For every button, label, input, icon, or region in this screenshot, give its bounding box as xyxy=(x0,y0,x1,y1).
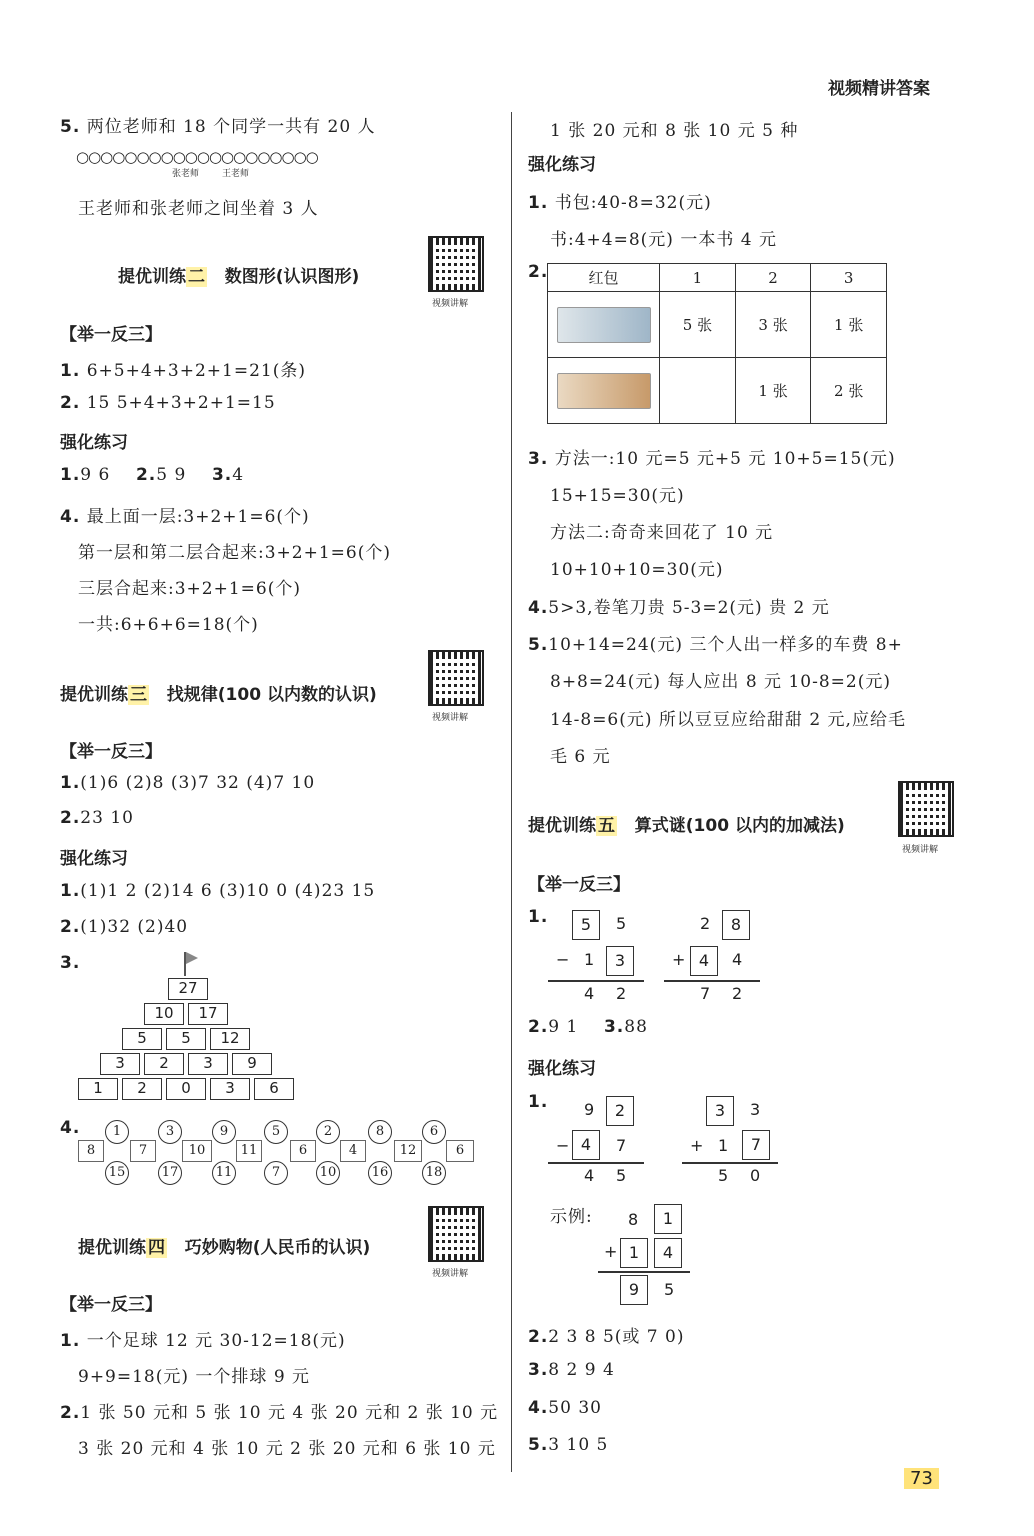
r-q5a: 5.10+14=24(元) 三个人出一样多的车费 8+ xyxy=(528,635,903,655)
puzzle-box: 4 xyxy=(572,1130,600,1160)
puzzle-box: 8 xyxy=(722,910,750,940)
r-s1-label: 1. xyxy=(528,1092,549,1112)
chain-top: 5 xyxy=(264,1120,288,1144)
r-j3: 88 xyxy=(624,1017,648,1037)
r-q3d: 10+10+10=30(元) xyxy=(550,560,724,580)
section-5-title xyxy=(528,811,845,836)
puzzle-digit: 2 xyxy=(616,984,627,1003)
s2-q3: 4 xyxy=(232,465,245,485)
pyramid-cell: 3 xyxy=(188,1053,228,1075)
table-cell: 3 张 xyxy=(735,292,811,358)
table-cell xyxy=(660,358,736,424)
header-title: 视频精讲答案 xyxy=(828,79,930,99)
puzzle-box: 7 xyxy=(742,1130,770,1160)
qr-code-icon[interactable] xyxy=(428,236,484,292)
qr-code-icon[interactable] xyxy=(898,781,954,837)
puzzle-box: 5 xyxy=(572,910,600,940)
chain-top: 2 xyxy=(316,1120,340,1144)
minus-sign: − xyxy=(556,1136,570,1155)
r-j1-label: 1. xyxy=(528,907,549,927)
table-head: 红包 xyxy=(548,264,660,292)
pyramid-cell: 5 xyxy=(166,1028,206,1050)
r-q1a: 1. 书包:40-8=32(元) xyxy=(528,193,712,213)
s3-q4-label: 4. xyxy=(60,1118,81,1138)
qr-caption: 视频讲解 xyxy=(432,1269,469,1279)
chain-mid: 10 xyxy=(182,1140,212,1162)
r-s2: 2.2 3 8 5(或 7 0) xyxy=(528,1327,685,1347)
puzzle-digit: 7 xyxy=(616,1136,627,1155)
sec3-num: 三 xyxy=(130,685,147,705)
section-3-title xyxy=(60,680,377,705)
page-number: 73 xyxy=(904,1468,939,1489)
chain-bot: 16 xyxy=(368,1161,392,1185)
puzzle-digit: 5 xyxy=(718,1166,729,1185)
s3-q2-text: (1)32 (2)40 xyxy=(80,917,189,937)
s3-l2-text: 23 10 xyxy=(80,808,134,828)
sum-line xyxy=(664,980,760,982)
puzzle-box: 3 xyxy=(706,1096,734,1126)
sec5-title: 算式谜(100 以内的加减法) xyxy=(634,816,845,836)
puzzle-digit: 8 xyxy=(628,1210,639,1229)
puzzle-box: 9 xyxy=(620,1275,648,1305)
s2-q4a: 4. 最上面一层:3+2+1=6(个) xyxy=(60,507,310,527)
juyi-label: 【举一反三】 xyxy=(60,742,162,762)
r-q4: 4.5>3,卷笔刀贵 5-3=2(元) 贵 2 元 xyxy=(528,598,830,618)
juyi-label: 【举一反三】 xyxy=(60,325,162,345)
qr-caption: 视频讲解 xyxy=(902,845,939,855)
chain-mid: 8 xyxy=(78,1140,104,1162)
q5: 5. 两位老师和 18 个同学一共有 20 人 xyxy=(60,117,376,137)
table-cell: 5 张 xyxy=(660,292,736,358)
s3-q3-label: 3. xyxy=(60,953,81,973)
chain-bot: 18 xyxy=(422,1161,446,1185)
qianghua-label: 强化练习 xyxy=(528,155,596,175)
banknote-20-icon xyxy=(548,358,660,424)
s2-q2: 5 9 xyxy=(156,465,187,485)
s4-l2a-text: 1 张 50 元和 5 张 10 元 4 张 20 元和 2 张 10 元 xyxy=(80,1403,499,1423)
qr-caption: 视频讲解 xyxy=(432,299,469,309)
s2-q1: 9 6 xyxy=(80,465,111,485)
puzzle-box: 4 xyxy=(690,946,718,976)
puzzle-box: 3 xyxy=(606,946,634,976)
minus-sign: − xyxy=(556,950,570,969)
sec2-title: 数图形(认识图形) xyxy=(224,267,360,287)
r-q3a-text: 方法一:10 元=5 元+5 元 10+5=15(元) xyxy=(554,449,896,469)
qianghua-label: 强化练习 xyxy=(528,1059,596,1079)
qr-code-icon[interactable] xyxy=(428,650,484,706)
puzzle-digit: 1 xyxy=(718,1136,729,1155)
s2-l2-text: 15 5+4+3+2+1=15 xyxy=(86,393,276,413)
chain-mid: 7 xyxy=(130,1140,156,1162)
s3-q2: 2.(1)32 (2)40 xyxy=(60,917,189,937)
r-q5d: 毛 6 元 xyxy=(550,747,611,767)
pyramid-cell: 5 xyxy=(122,1028,162,1050)
r-s3-text: 8 2 9 4 xyxy=(548,1360,615,1380)
puzzle-digit: 2 xyxy=(732,984,743,1003)
r-s3: 3.8 2 9 4 xyxy=(528,1360,615,1380)
sec5-num: 五 xyxy=(598,816,615,836)
s2-q4d: 一共:6+6+6=18(个) xyxy=(78,615,259,635)
table-cell: 1 张 xyxy=(811,292,887,358)
r-q2-label: 2. xyxy=(528,262,549,282)
chain-bot: 15 xyxy=(105,1161,129,1185)
pyramid-cell: 2 xyxy=(122,1078,162,1100)
sum-line xyxy=(548,980,644,982)
chain-top: 3 xyxy=(158,1120,182,1144)
puzzle-digit: 4 xyxy=(584,984,595,1003)
puzzle-box: 1 xyxy=(620,1238,648,1268)
label-teacher-wang: 王老师 xyxy=(222,169,250,179)
puzzle-digit: 3 xyxy=(750,1100,761,1119)
table-head: 2 xyxy=(735,264,811,292)
pyramid-cell: 3 xyxy=(100,1053,140,1075)
r-j23: 2.9 1 3.88 xyxy=(528,1017,648,1037)
chain-bot: 10 xyxy=(316,1161,340,1185)
r-q5a-text: 10+14=24(元) 三个人出一样多的车费 8+ xyxy=(548,635,903,655)
chain-mid: 6 xyxy=(446,1140,474,1162)
puzzle-digit: 5 xyxy=(616,914,627,933)
r-s5: 5.3 10 5 xyxy=(528,1435,609,1455)
table-cell: 2 张 xyxy=(811,358,887,424)
r-q1a-text: 书包:40-8=32(元) xyxy=(554,193,712,213)
s2-line2: 2. 15 5+4+3+2+1=15 xyxy=(60,393,276,413)
s2-l1-text: 6+5+4+3+2+1=21(条) xyxy=(86,361,306,381)
r-s5-text: 3 10 5 xyxy=(548,1435,609,1455)
puzzle-box: 2 xyxy=(606,1096,634,1126)
chain-top: 1 xyxy=(105,1120,129,1144)
pyramid-cell: 17 xyxy=(188,1003,228,1025)
banknote-10-icon xyxy=(548,292,660,358)
plus-sign: + xyxy=(690,1136,704,1155)
puzzle-digit: 4 xyxy=(732,950,743,969)
flag-icon xyxy=(186,952,198,964)
sum-line xyxy=(682,1162,778,1164)
s4-line1a: 1. 一个足球 12 元 30-12=18(元) xyxy=(60,1331,346,1351)
money-table xyxy=(547,263,887,424)
puzzle-box: 1 xyxy=(654,1204,682,1234)
table-cell: 1 张 xyxy=(735,358,811,424)
r-j2: 9 1 xyxy=(548,1017,579,1037)
chain-top: 9 xyxy=(212,1120,236,1144)
sec5-prefix: 提优训练 xyxy=(528,816,596,836)
r-s4-text: 50 30 xyxy=(548,1398,602,1418)
pyramid-cell: 1 xyxy=(78,1078,118,1100)
s4-line2b: 3 张 20 元和 4 张 10 元 2 张 20 元和 6 张 10 元 xyxy=(78,1439,496,1459)
puzzle-digit: 0 xyxy=(750,1166,761,1185)
s4-l1a-text: 一个足球 12 元 30-12=18(元) xyxy=(86,1331,346,1351)
puzzle-digit: 5 xyxy=(664,1280,675,1299)
section-4-title xyxy=(78,1233,370,1258)
pyramid-cell: 10 xyxy=(144,1003,184,1025)
puzzle-digit: 2 xyxy=(700,914,711,933)
q5-text: 两位老师和 18 个同学一共有 20 人 xyxy=(86,117,376,137)
s2-q4a-text: 最上面一层:3+2+1=6(个) xyxy=(86,507,310,527)
plus-sign: + xyxy=(672,950,686,969)
sum-line xyxy=(548,1162,644,1164)
r-s4: 4.50 30 xyxy=(528,1398,602,1418)
juyi-label: 【举一反三】 xyxy=(528,875,630,895)
s3-line2: 2.23 10 xyxy=(60,808,134,828)
s2-q4b: 第一层和第二层合起来:3+2+1=6(个) xyxy=(78,543,391,563)
s4-line2a: 2.1 张 50 元和 5 张 10 元 4 张 20 元和 2 张 10 元 xyxy=(60,1403,499,1423)
q5-circles: ○○○○○○○○○○○○○○○○○○○○ xyxy=(76,148,318,166)
puzzle-digit: 9 xyxy=(584,1100,595,1119)
sec3-title: 找规律(100 以内数的认识) xyxy=(166,685,377,705)
puzzle-digit: 5 xyxy=(616,1166,627,1185)
label-teacher-zhang: 张老师 xyxy=(172,169,200,179)
example-label: 示例: xyxy=(550,1207,593,1227)
sec4-title: 巧妙购物(人民币的认识) xyxy=(184,1238,371,1258)
sec2-prefix: 提优训练 xyxy=(118,267,186,287)
pyramid-cell: 6 xyxy=(254,1078,294,1100)
section-2-title xyxy=(118,262,359,287)
chain-mid: 12 xyxy=(394,1140,422,1162)
r-q5b: 8+8=24(元) 每人应出 8 元 10-8=2(元) xyxy=(550,672,891,692)
sec2-num: 二 xyxy=(188,267,205,287)
chain-bot: 17 xyxy=(158,1161,182,1185)
s3-line1: 1.(1)6 (2)8 (3)7 32 (4)7 10 xyxy=(60,773,316,793)
juyi-label: 【举一反三】 xyxy=(60,1295,162,1315)
chain-mid: 4 xyxy=(340,1140,366,1162)
sum-line xyxy=(598,1271,690,1273)
s3-l1-text: (1)6 (2)8 (3)7 32 (4)7 10 xyxy=(80,773,316,793)
chain-bot: 7 xyxy=(264,1161,288,1185)
column-divider xyxy=(511,112,512,1472)
pyramid-cell: 2 xyxy=(144,1053,184,1075)
r-q3c: 方法二:奇奇来回花了 10 元 xyxy=(550,523,774,543)
qr-caption: 视频讲解 xyxy=(432,713,469,723)
s2-q123: 1.9 6 2.5 9 3.4 xyxy=(60,465,245,485)
r-q3a: 3. 方法一:10 元=5 元+5 元 10+5=15(元) xyxy=(528,449,896,469)
chain-bot: 11 xyxy=(212,1161,236,1185)
table-head: 1 xyxy=(660,264,736,292)
r-q1b: 书:4+4=8(元) 一本书 4 元 xyxy=(550,230,777,250)
puzzle-box: 4 xyxy=(654,1238,682,1268)
s2-line1: 1. 6+5+4+3+2+1=21(条) xyxy=(60,361,306,381)
s4-line1b: 9+9=18(元) 一个排球 9 元 xyxy=(78,1367,311,1387)
chain-mid: 6 xyxy=(290,1140,316,1162)
sec4-num: 四 xyxy=(148,1238,165,1258)
pyramid-cell: 3 xyxy=(210,1078,250,1100)
pyramid-cell: 9 xyxy=(232,1053,272,1075)
table-head: 3 xyxy=(811,264,887,292)
pyramid-cell: 12 xyxy=(210,1028,250,1050)
puzzle-digit: 1 xyxy=(584,950,595,969)
r-s2-text: 2 3 8 5(或 7 0) xyxy=(548,1327,685,1347)
r-line0: 1 张 20 元和 8 张 10 元 5 种 xyxy=(550,121,799,141)
puzzle-digit: 7 xyxy=(700,984,711,1003)
chain-top: 6 xyxy=(422,1120,446,1144)
r-q5c: 14-8=6(元) 所以豆豆应给甜甜 2 元,应给毛 xyxy=(550,710,906,730)
r-q3b: 15+15=30(元) xyxy=(550,486,685,506)
chain-mid: 11 xyxy=(236,1140,262,1162)
q5-answer: 王老师和张老师之间坐着 3 人 xyxy=(78,199,319,219)
pyramid-cell: 27 xyxy=(168,978,208,1000)
qianghua-label: 强化练习 xyxy=(60,433,128,453)
pyramid-cell: 0 xyxy=(166,1078,206,1100)
s3-q1-text: (1)1 2 (2)14 6 (3)10 0 (4)23 15 xyxy=(80,881,376,901)
plus-sign: + xyxy=(604,1242,618,1261)
chain-top: 8 xyxy=(368,1120,392,1144)
sec3-prefix: 提优训练 xyxy=(60,685,128,705)
sec4-prefix: 提优训练 xyxy=(78,1238,146,1258)
s3-q1: 1.(1)1 2 (2)14 6 (3)10 0 (4)23 15 xyxy=(60,881,376,901)
qr-code-icon[interactable] xyxy=(428,1206,484,1262)
qianghua-label: 强化练习 xyxy=(60,849,128,869)
puzzle-digit: 4 xyxy=(584,1166,595,1185)
r-q4-text: 5>3,卷笔刀贵 5-3=2(元) 贵 2 元 xyxy=(548,598,830,618)
s2-q4c: 三层合起来:3+2+1=6(个) xyxy=(78,579,301,599)
